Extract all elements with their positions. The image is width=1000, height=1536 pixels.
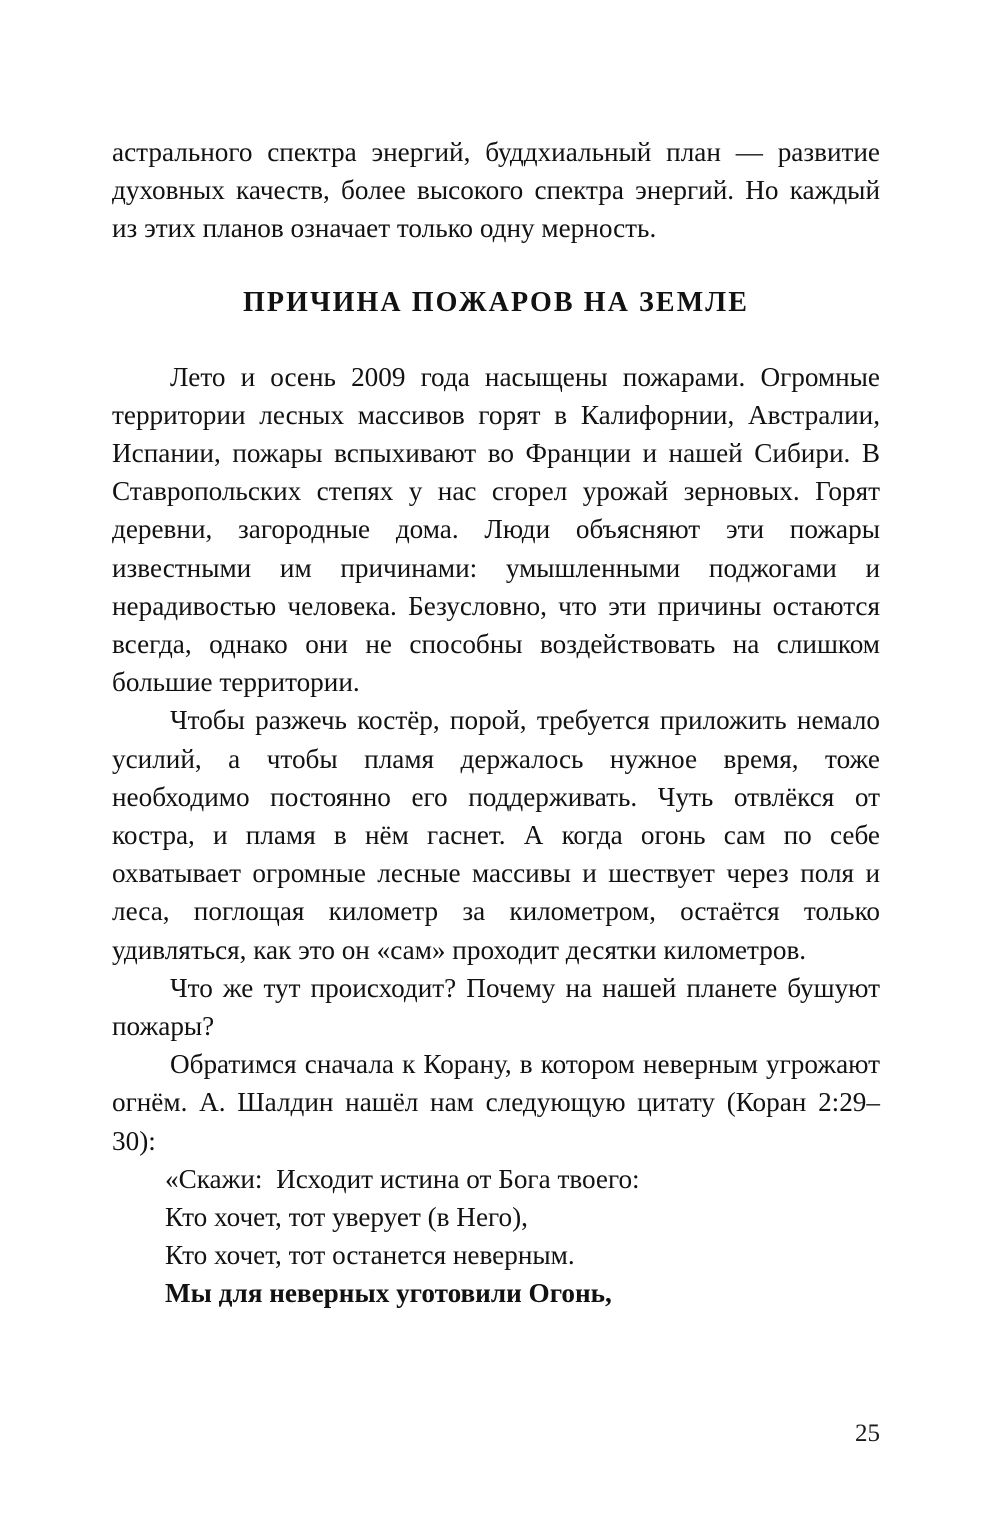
quote-line: «Скажи: Исходит истина от Бога твоего: [165, 1163, 640, 1194]
section-heading-block [112, 248, 880, 358]
paragraph-question: Что же тут происходит? Почему на нашей планете бушуют пожары? [112, 972, 880, 1042]
quote-line-emphasized: Мы для неверных уготовили Огонь, [165, 1278, 612, 1309]
quote-line: Кто хочет, тот останется неверным. [165, 1240, 575, 1271]
paragraph-continuation: астрального спектра энергий, буддхиальный план — развитие духовных качеств, более высокого спектра энергий. Но каждый из этих планов означает только одну мерность. [112, 137, 880, 244]
page-number: 25 [855, 1420, 880, 1447]
paragraph-campfire: Чтобы разжечь костёр, порой, требуется приложить немало усилий, а чтобы пламя держалось нужное время, тоже необходимо постоянно его поддерживать. Чуть отвлёкся от костра, и пламя в нём гаснет. А когда огонь сам по себе охватывает огромные лесные массивы и шествует через поля и леса, поглощая километр за километром, остаётся только удивляться, как это он «сам» проходит десятки километров. [112, 705, 880, 965]
paragraph-quran-reference: Обратимся сначала к Корану, в котором неверным угрожают огнём. А. Шалдин нашёл нам следующую цитату (Коран 2:29–30): [112, 1049, 880, 1156]
text-column [112, 133, 880, 1313]
quote-line: Кто хочет, тот уверует (в Него), [165, 1202, 528, 1233]
quran-quote-block [112, 1160, 880, 1313]
paragraph-fires-intro: Лето и осень 2009 года насыщены пожарами. Огромные территории лесных массивов горят в Калифорнии, Австралии, Испании, пожары вспыхивают во Франции и нашей Сибири. В Ставропольских степях у нас сгорел урожай зерновых. Горят деревни, загородные дома. Люди объясняют эти пожары известными им причинами: умышленными поджогами и нерадивостью человека. Безусловно, что эти причины остаются всегда, однако они не способны воздействовать на слишком большие территории. [112, 361, 880, 698]
section-heading: ПРИЧИНА ПОЖАРОВ НА ЗЕМЛЕ [243, 286, 749, 318]
